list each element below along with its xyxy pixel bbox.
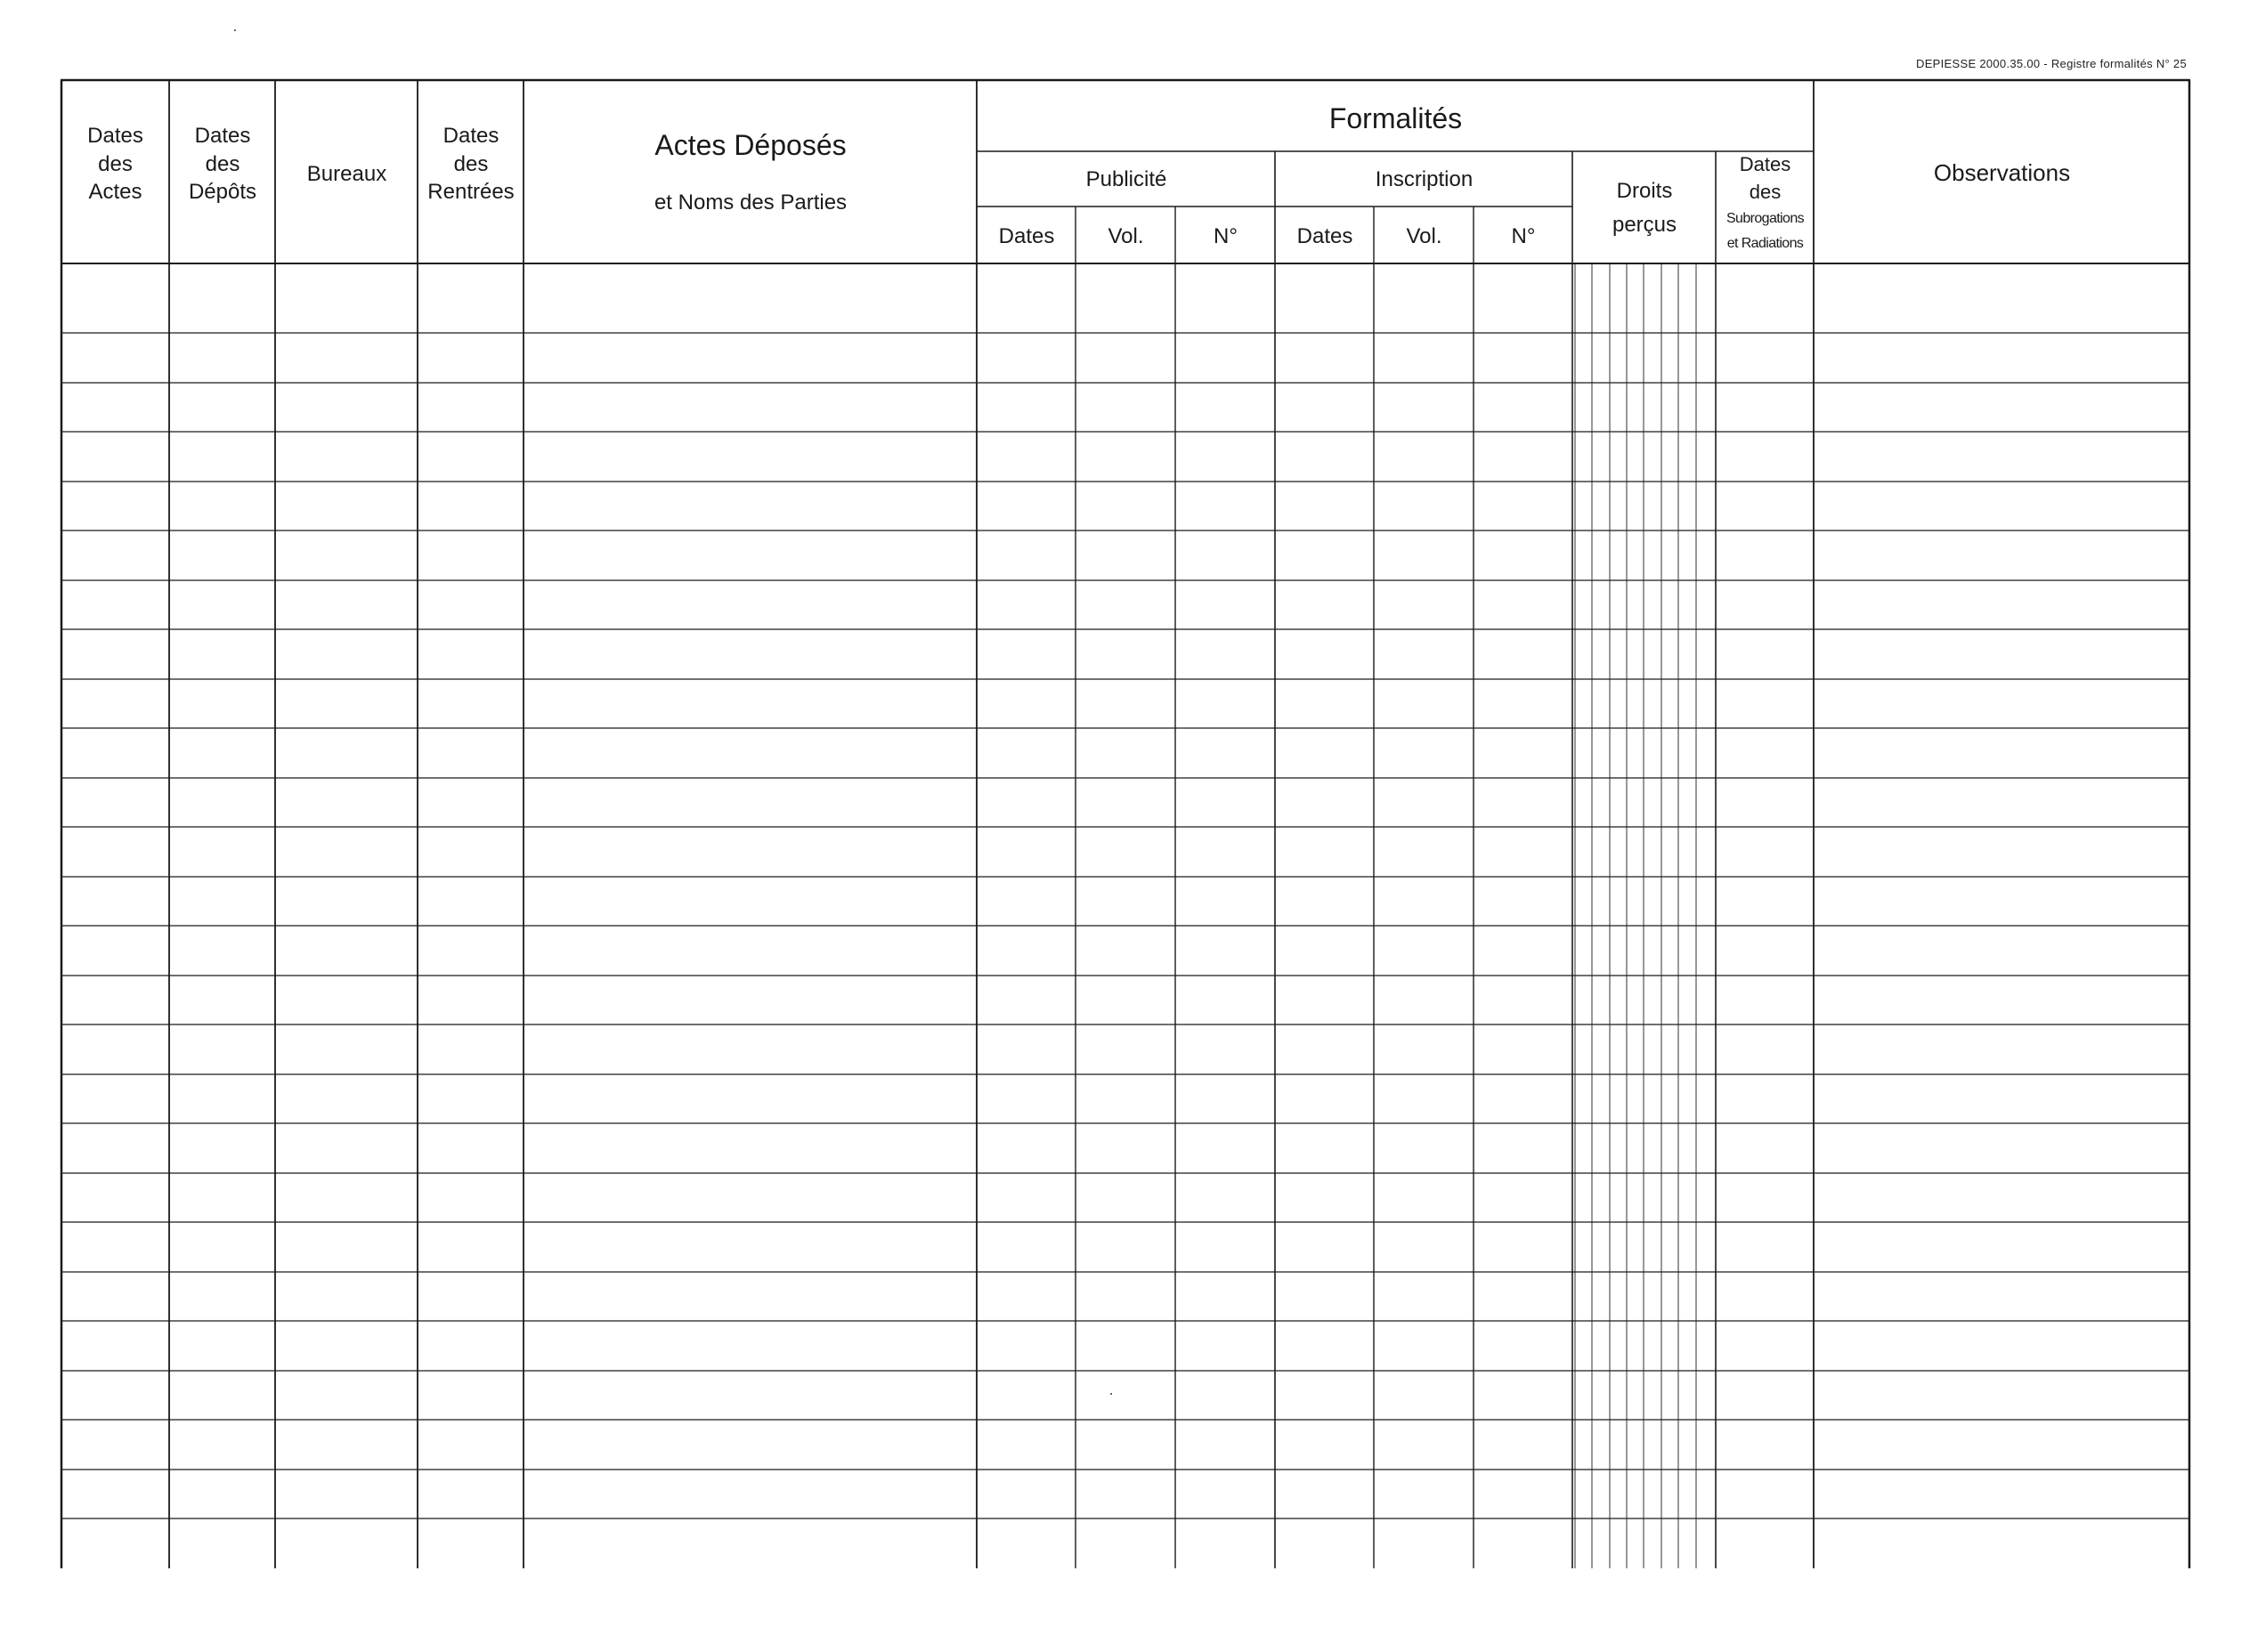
header-dates-des-actes	[62, 122, 168, 206]
header-observations: Observations	[1933, 159, 2071, 186]
header-noms-des-parties: et Noms des Parties	[654, 190, 848, 215]
header-line: des	[453, 151, 489, 176]
header-line: et Radiations	[1726, 235, 1804, 251]
header-line: des	[1749, 180, 1782, 203]
header-line: Actes	[88, 180, 142, 205]
form-reference: DEPIESSE 2000.35.00 - Registre formalités N° 25	[1916, 57, 2187, 70]
header-dates-subrogations	[1717, 151, 1814, 256]
header-line: des	[205, 151, 240, 176]
header-line: perçus	[1612, 213, 1677, 238]
header-line: des	[98, 151, 133, 176]
header-bureaux: Bureaux	[306, 162, 387, 186]
body-row-rules	[61, 333, 2189, 1518]
header-line: Rentrées	[427, 180, 515, 205]
header-line: Dépôts	[188, 180, 257, 205]
header-publicite: Publicité	[1085, 167, 1167, 191]
header-line: Droits	[1616, 179, 1673, 203]
header-actes-deposes: Actes Déposés	[654, 129, 847, 161]
header-inscription-vol: Vol.	[1406, 224, 1442, 248]
header-line: Subrogations	[1725, 210, 1805, 226]
header-publicite-no: N°	[1214, 224, 1238, 248]
header-droits-percus	[1573, 174, 1716, 243]
header-line: Dates	[87, 124, 143, 148]
header-dates-des-rentrees	[418, 122, 524, 206]
header-inscription-dates: Dates	[1296, 224, 1353, 248]
header-line: Dates	[194, 124, 251, 148]
header-dates-des-depots	[170, 122, 275, 206]
header-line: Dates	[1739, 153, 1791, 175]
header-line: Dates	[443, 124, 499, 148]
header-inscription: Inscription	[1375, 167, 1474, 191]
header-inscription-no: N°	[1511, 224, 1536, 248]
header-publicite-vol: Vol.	[1108, 224, 1144, 248]
header-publicite-dates: Dates	[998, 224, 1055, 248]
header-formalites: Formalités	[1328, 102, 1463, 134]
